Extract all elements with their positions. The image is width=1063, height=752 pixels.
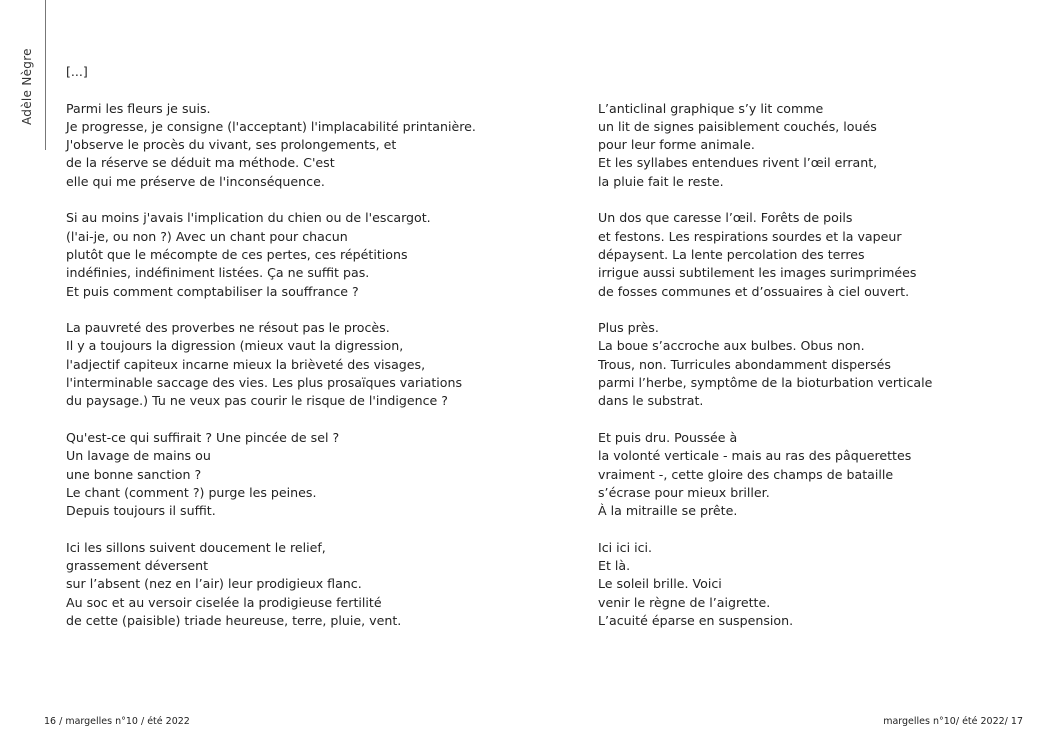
stanza-10 bbox=[598, 539, 1038, 630]
poem-line: la pluie fait le reste. bbox=[598, 173, 724, 189]
poem-line: Ici les sillons suivent doucement le relief, bbox=[66, 539, 326, 555]
poem-line: plutôt que le mécompte de ces pertes, ces répétitions bbox=[66, 246, 408, 262]
poem-line: Et puis dru. Poussée à bbox=[598, 429, 738, 445]
poem-line: Un lavage de mains ou bbox=[66, 448, 211, 464]
poem-line: grassement déversent bbox=[66, 558, 209, 574]
poem-line: Plus près. bbox=[598, 320, 659, 336]
poem-line: et festons. Les respirations sourdes et la vapeur bbox=[598, 228, 902, 244]
poem-line: Au soc et au versoir ciselée la prodigieuse fertilité bbox=[66, 594, 382, 610]
stanza-4 bbox=[66, 429, 536, 520]
poem-line: pour leur forme animale. bbox=[598, 137, 755, 153]
poem-line: s’écrase pour mieux briller. bbox=[598, 484, 770, 500]
poem-line: Ici ici ici. bbox=[598, 539, 652, 555]
poem-line: Et puis comment comptabiliser la souffrance ? bbox=[66, 283, 359, 299]
poem-line: La boue s’accroche aux bulbes. Obus non. bbox=[598, 338, 865, 354]
poem-line: dépaysent. La lente percolation des terres bbox=[598, 246, 865, 262]
poem-line: Le chant (comment ?) purge les peines. bbox=[66, 484, 317, 500]
poem-line: parmi l’herbe, symptôme de la bioturbation verticale bbox=[598, 375, 933, 391]
poem-line: Et là. bbox=[598, 558, 631, 574]
poem-line: indéfinies, indéfiniment listées. Ça ne suffit pas. bbox=[66, 265, 370, 281]
author-name: Adèle Nègre bbox=[20, 48, 34, 125]
poem-line: vraiment -, cette gloire des champs de bataille bbox=[598, 466, 894, 482]
stanza-3 bbox=[66, 319, 536, 410]
poem-line: J'observe le procès du vivant, ses prolongements, et bbox=[66, 137, 397, 153]
right-page-footer: margelles n°10/ été 2022/ 17 bbox=[883, 716, 1023, 727]
poem-line: un lit de signes paisiblement couchés, loués bbox=[598, 118, 877, 134]
margin-rule bbox=[45, 0, 46, 150]
poem-line: irrigue aussi subtilement les images surimprimées bbox=[598, 265, 917, 281]
poem-line: Je progresse, je consigne (l'acceptant) l'implacabilité printanière. bbox=[66, 118, 476, 134]
stanza-1 bbox=[66, 100, 536, 191]
stanza-2 bbox=[66, 209, 536, 300]
poem-line: de la réserve se déduit ma méthode. C'est bbox=[66, 155, 335, 171]
poem-line: Le soleil brille. Voici bbox=[598, 576, 722, 592]
poem-line: Il y a toujours la digression (mieux vaut la digression, bbox=[66, 338, 404, 354]
left-page-footer: 16 / margelles n°10 / été 2022 bbox=[44, 716, 190, 727]
poem-line: une bonne sanction ? bbox=[66, 466, 202, 482]
right-page-poem bbox=[598, 63, 1038, 649]
poem-line: sur l’absent (nez en l’air) leur prodigieux flanc. bbox=[66, 576, 362, 592]
ellipsis-opener: [...] bbox=[66, 64, 88, 79]
poem-line: Trous, non. Turricules abondamment dispersés bbox=[598, 356, 891, 372]
poem-line: la volonté verticale - mais au ras des pâquerettes bbox=[598, 448, 912, 464]
poem-line: Qu'est-ce qui suffirait ? Une pincée de sel ? bbox=[66, 429, 340, 445]
poem-line: Si au moins j'avais l'implication du chien ou de l'escargot. bbox=[66, 210, 431, 226]
poem-line: L’acuité éparse en suspension. bbox=[598, 612, 794, 628]
poem-line: À la mitraille se prête. bbox=[598, 503, 738, 519]
left-page-poem bbox=[66, 63, 536, 649]
poem-line: dans le substrat. bbox=[598, 393, 704, 409]
stanza-7 bbox=[598, 209, 1038, 300]
stanza-8 bbox=[598, 319, 1038, 410]
poem-line: Et les syllabes entendues rivent l’œil errant, bbox=[598, 155, 878, 171]
poem-line: elle qui me préserve de l'inconséquence. bbox=[66, 173, 325, 189]
poem-line: La pauvreté des proverbes ne résout pas le procès. bbox=[66, 320, 390, 336]
poem-line: L’anticlinal graphique s’y lit comme bbox=[598, 100, 824, 116]
poem-line: du paysage.) Tu ne veux pas courir le risque de l'indigence ? bbox=[66, 393, 448, 409]
poem-line: venir le règne de l’aigrette. bbox=[598, 594, 771, 610]
stanza-9 bbox=[598, 429, 1038, 520]
stanza-5 bbox=[66, 539, 536, 630]
poem-line: (l'ai-je, ou non ?) Avec un chant pour chacun bbox=[66, 228, 348, 244]
blank-opener bbox=[598, 63, 1038, 81]
poem-line: Depuis toujours il suffit. bbox=[66, 503, 216, 519]
poem-line: l'adjectif capiteux incarne mieux la brièveté des visages, bbox=[66, 356, 426, 372]
poem-line: de cette (paisible) triade heureuse, terre, pluie, vent. bbox=[66, 612, 402, 628]
poem-line: l'interminable saccage des vies. Les plus prosaïques variations bbox=[66, 375, 463, 391]
poem-line: Un dos que caresse l’œil. Forêts de poils bbox=[598, 210, 853, 226]
stanza-6 bbox=[598, 100, 1038, 191]
poem-line: de fosses communes et d’ossuaires à ciel ouvert. bbox=[598, 283, 910, 299]
poem-line: Parmi les fleurs je suis. bbox=[66, 100, 211, 116]
